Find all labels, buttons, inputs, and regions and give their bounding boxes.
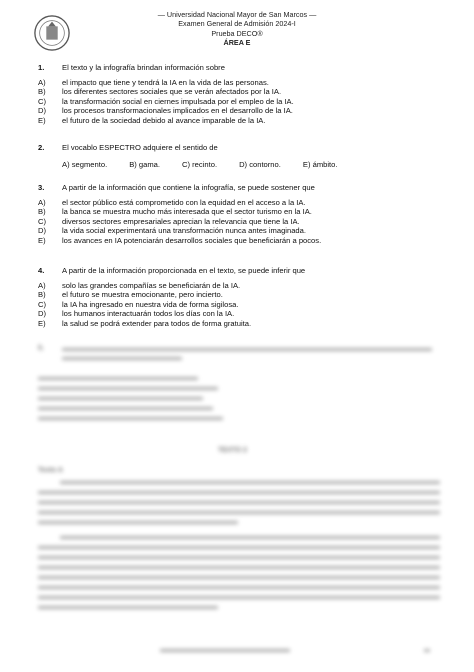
option-d[interactable]: D) contorno. bbox=[239, 159, 281, 169]
question-number: 2. bbox=[38, 143, 45, 152]
question-stem: El texto y la infografía brindan información sobre bbox=[62, 63, 225, 72]
option-d[interactable]: D) los procesos transformacionales implicados en el desarrollo de la IA. bbox=[38, 106, 293, 116]
option-e[interactable]: E) la salud se podrá extender para todos de forma gratuita. bbox=[38, 318, 252, 328]
question-stem: El vocablo ESPECTRO adquiere el sentido de bbox=[62, 143, 218, 152]
question-2 bbox=[38, 143, 448, 169]
option-b[interactable]: B) los diferentes sectores sociales que se verán afectados por la IA. bbox=[38, 87, 282, 97]
option-b[interactable]: B) el futuro se muestra emocionante, pero incierto. bbox=[38, 290, 223, 300]
option-c[interactable]: C) recinto. bbox=[182, 159, 218, 169]
question-4 bbox=[38, 266, 448, 329]
option-a[interactable]: A) segmento. bbox=[62, 159, 108, 169]
exam-header bbox=[0, 10, 474, 48]
area-label: ÁREA E bbox=[223, 38, 251, 48]
option-e[interactable]: E) el futuro de la sociedad debido al avance imparable de la IA. bbox=[38, 115, 266, 125]
exam-title: Examen General de Admisión 2024-I bbox=[178, 19, 296, 29]
option-a[interactable]: A) el sector público está comprometido con la equidad en el acceso a la IA. bbox=[38, 197, 306, 207]
question-number: 1. bbox=[38, 63, 45, 72]
option-e[interactable]: E) ámbito. bbox=[302, 159, 338, 169]
question-number: 4. bbox=[38, 266, 45, 275]
question-number: 3. bbox=[38, 183, 45, 192]
option-b[interactable]: B) gama. bbox=[129, 159, 161, 169]
option-e[interactable]: E) los avances en IA potenciarán desarrollos sociales que beneficiarán a pocos. bbox=[38, 235, 322, 245]
blurred-content bbox=[0, 340, 474, 672]
question-stem: A partir de la información que contiene la infografía, se puede sostener que bbox=[62, 183, 315, 192]
university-name: — Universidad Nacional Mayor de San Marcos — bbox=[157, 10, 317, 19]
option-d[interactable]: D) los humanos interactuarán todos los días con la IA. bbox=[38, 309, 235, 319]
option-c[interactable]: C) la transformación social en ciernes impulsada por el empleo de la IA. bbox=[38, 96, 294, 106]
option-b[interactable]: B) la banca se muestra mucho más interesada que el sector turismo en la IA. bbox=[38, 207, 312, 217]
question-3 bbox=[38, 183, 448, 246]
option-a[interactable]: A) el impacto que tiene y tendrá la IA en la vida de las personas. bbox=[38, 77, 269, 87]
option-a[interactable]: A) solo las grandes compañías se beneficiarán de la IA. bbox=[38, 280, 241, 290]
option-c[interactable]: C) la IA ha ingresado en nuestra vida de forma sigilosa. bbox=[38, 299, 239, 309]
option-c[interactable]: C) diversos sectores empresariales aprecian la relevancia que tiene la IA. bbox=[38, 216, 300, 226]
option-d[interactable]: D) la vida social experimentará una transformación nunca antes imaginada. bbox=[38, 226, 306, 236]
test-name: Prueba DECO® bbox=[211, 28, 263, 38]
question-stem: A partir de la información proporcionada en el texto, se puede inferir que bbox=[62, 266, 306, 275]
text-2-title: TEXTO 2 bbox=[218, 447, 248, 454]
text-a-label: Texto A bbox=[38, 467, 63, 474]
question-5-number: 5. bbox=[38, 345, 44, 352]
question-1 bbox=[38, 63, 448, 126]
